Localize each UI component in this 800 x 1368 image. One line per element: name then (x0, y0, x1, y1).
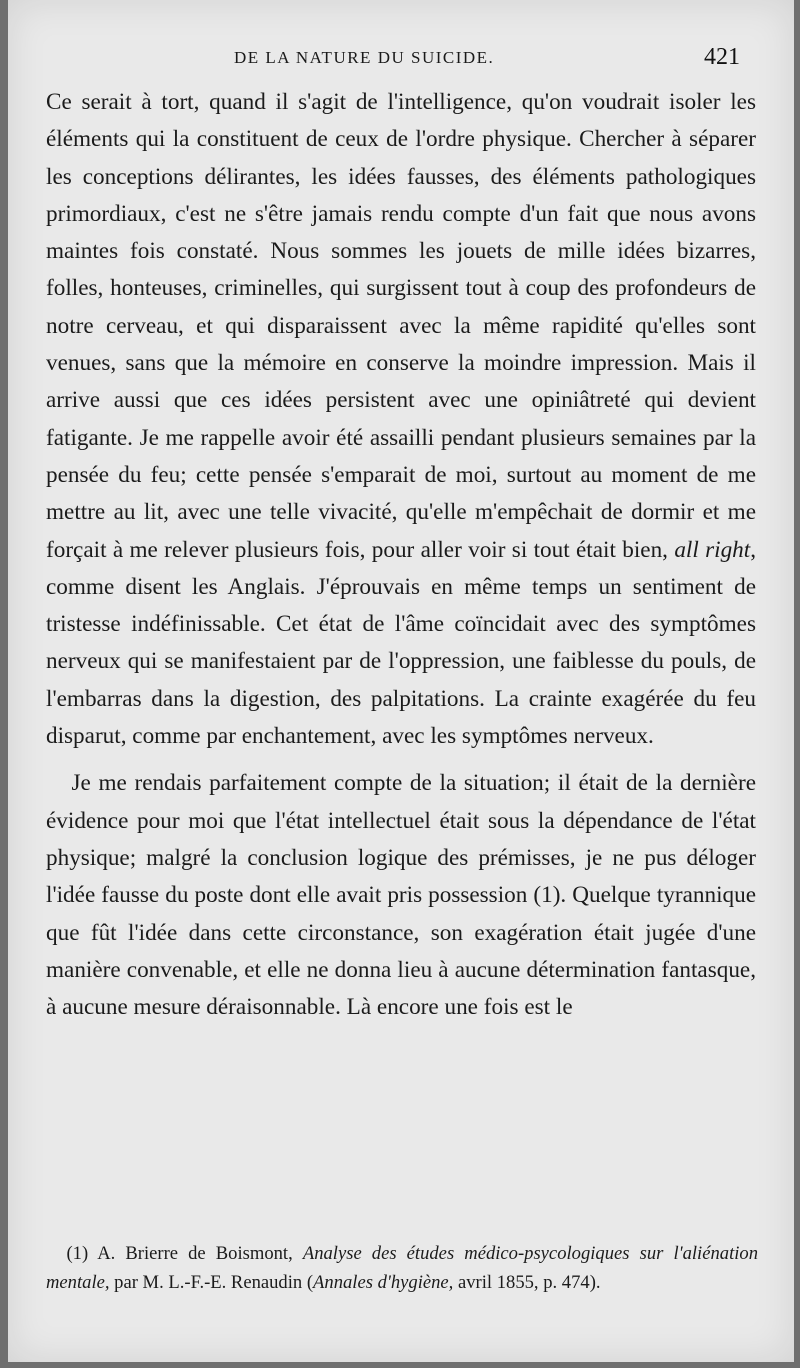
main-text (46, 84, 756, 1026)
footnote-author: A. Brierre de Boismont, (97, 1243, 293, 1264)
page-header (8, 44, 794, 74)
footnote-journal: Annales d'hygiène, (313, 1271, 454, 1293)
running-title: DE LA NATURE DU SUICIDE. (234, 48, 495, 67)
italic-phrase: all right (674, 536, 751, 563)
footnote-title: Analyse des études médico-psycologiques sur l'aliénation mentale, (46, 1243, 758, 1293)
footnote-marker: (1) (66, 1243, 89, 1264)
paragraph-1-text-a: Ce serait à tort, quand il s'agit de l'intelligence, qu'on voudrait isoler les éléments qui la constituent de ceux de l'ordre physique. Chercher à séparer les conceptions délirantes, les idées fausses, des éléments pathologiques primordiaux, c'est ne s'être jamais rendu compte d'un fait que nous avons maintes fois constaté. Nous sommes les jouets de mille idées bizarres, folles, honteuses, criminelles, qui surgissent tout à coup des profondeurs de notre cerveau, et qui disparaissent avec la même rapidité qu'elles sont venues, sans que la mémoire en conserve la moindre impression. Mais il arrive aussi que ces idées persistent avec une opiniâtreté qui devient fatigante. Je me rappelle avoir été assailli pendant plusieurs semaines par la pensée du feu; cette pensée s'emparait de moi, surtout au moment de me mettre au lit, avec une telle vivacité, qu'elle m'empêchait de dormir et me forçait à me relever plusieurs fois, pour aller voir si tout était bien, (46, 89, 756, 563)
footnote-by: par M. L.-F.-E. Renaudin ( (114, 1271, 314, 1293)
page-number: 421 (704, 44, 740, 70)
paragraph-2: Je me rendais parfaitement compte de la situation; il était de la dernière évidence pour moi que l'état intellectuel était sous la dépendance de l'état physique; malgré la conclusion logique des prémisses, je ne pus déloger l'idée fausse du poste dont elle avait pris possession (1). Quelque tyrannique que fût l'idée dans cette circonstance, son exagération était jugée d'une manière convenable, et elle ne donna lieu à aucune détermination fantasque, à aucune mesure déraisonnable. Là encore une fois est le (46, 770, 756, 1021)
footnote (46, 1240, 758, 1297)
footnote-rest: avril 1855, p. 474). (458, 1271, 601, 1293)
paragraph-1 (46, 84, 756, 755)
book-page (8, 0, 794, 1362)
paragraph-1-text-b: , comme disent les Anglais. J'éprouvais en même temps un sentiment de tristesse indéfinissable. Cet état de l'âme coïncidait avec des symptômes nerveux qui se manifestaient par de l'oppression, une faiblesse du pouls, de l'embarras dans la digestion, des palpitations. La crainte exagérée du feu disparut, comme par enchantement, avec les symptômes nerveux. (46, 536, 757, 750)
